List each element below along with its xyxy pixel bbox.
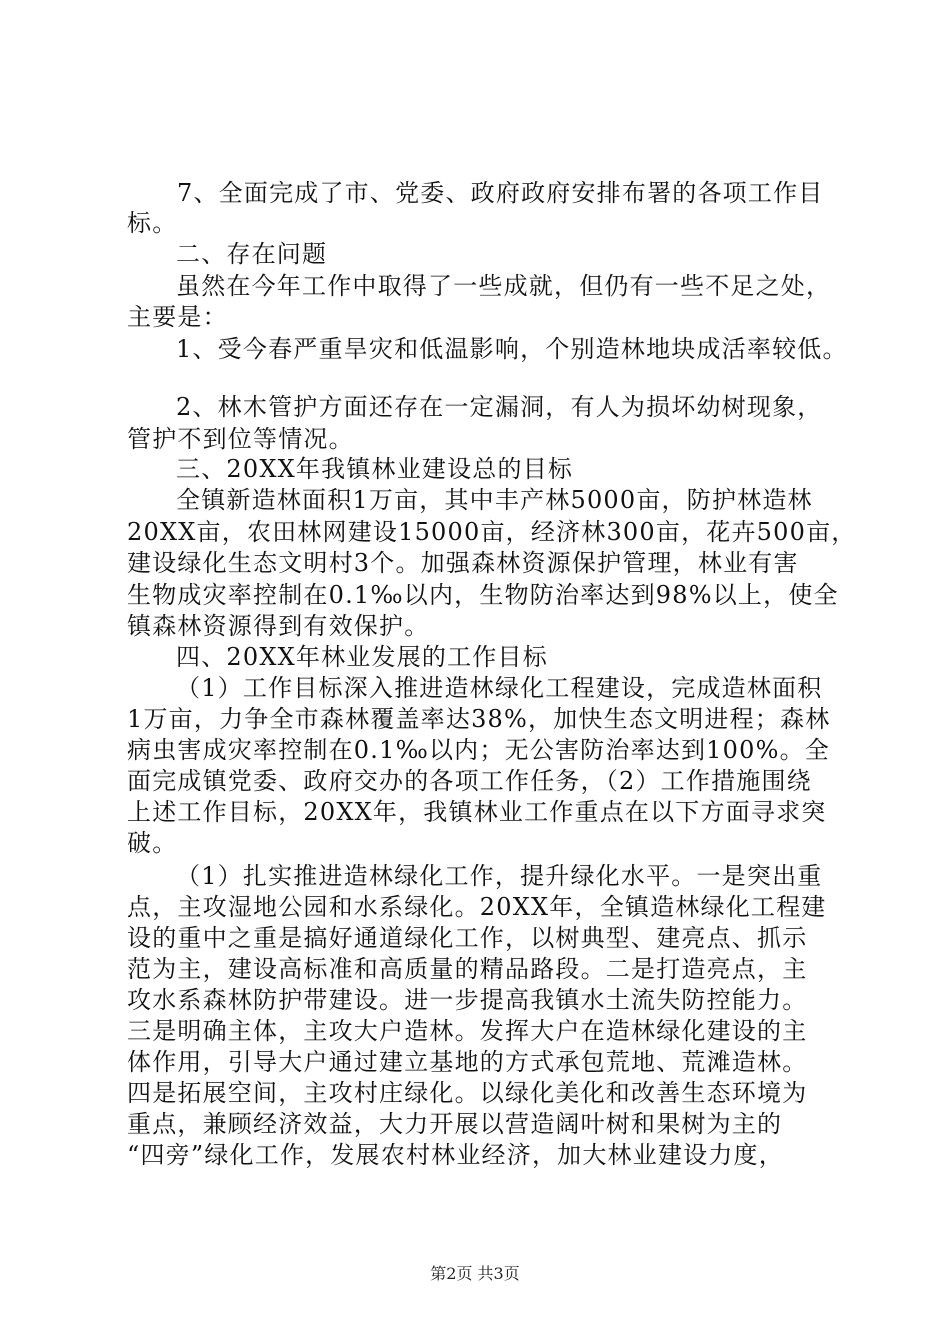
section-heading: 四、20XX年林业发展的工作目标 xyxy=(176,643,548,671)
text-line: 四是拓展空间，主攻村庄绿化。以绿化美化和改善生态环境为 xyxy=(127,1079,808,1107)
section-heading: 三、20XX年我镇林业建设总的目标 xyxy=(176,455,574,483)
text-line: 三是明确主体，主攻大户造林。发挥大户在造林绿化建设的主 xyxy=(127,1017,808,1045)
text-line: 20XX亩，农田林网建设15000亩，经济林300亩，花卉500亩， xyxy=(127,518,857,546)
text-line: “四旁”绿化工作，发展农村林业经济，加大林业建设力度， xyxy=(127,1141,784,1169)
page-footer: 第2页 共3页 xyxy=(430,1264,520,1283)
text-line: 2、林木管护方面还存在一定漏洞，有人为损坏幼树现象， xyxy=(176,393,823,421)
text-line: 1、受今春严重旱灾和低温影响，个别造林地块成活率较低。 xyxy=(176,335,848,363)
text-line: 二、存在问题 xyxy=(176,240,328,268)
text-line: 全镇新造林面积1万亩，其中丰产林5000亩，防护林造林 xyxy=(176,486,813,514)
text-line: 建设绿化生态文明村3个。加强森林资源保护管理，林业有害 xyxy=(127,549,799,577)
text-line: 虽然在今年工作中取得了一些成就，但仍有一些不足之处， xyxy=(176,272,832,300)
text-line: 上述工作目标，20XX年，我镇林业工作重点在以下方面寻求突 xyxy=(127,798,827,826)
text-line: 攻水系森林防护带建设。进一步提高我镇水土流失防控能力。 xyxy=(127,986,808,1014)
text-line: （1）工作目标深入推进造林绿化工程建设，完成造林面积 xyxy=(176,674,823,702)
text-line: 管护不到位等情况。 xyxy=(127,425,354,453)
text-line: 1万亩，力争全市森林覆盖率达38%，加快生态文明进程；森林 xyxy=(127,705,831,733)
text-line: 7、全面完成了市、党委、政府政府安排布署的各项工作目 xyxy=(177,179,824,207)
text-line: 范为主，建设高标准和高质量的精品路段。二是打造亮点，主 xyxy=(127,955,808,983)
text-line: 点，主攻湿地公园和水系绿化。20XX年，全镇造林绿化工程建 xyxy=(127,893,827,921)
text-line: 标。 xyxy=(127,209,178,237)
text-line: 镇森林资源得到有效保护。 xyxy=(127,612,430,640)
text-line: 生物成灾率控制在0.1‰以内，生物防治率达到98%以上，使全 xyxy=(127,581,839,609)
text-line: 体作用，引导大户通过建立基地的方式承包荒地、荒滩造林。 xyxy=(127,1048,808,1076)
text-line: 病虫害成灾率控制在0.1‰以内；无公害防治率达到100%。全 xyxy=(127,736,830,764)
text-line: 破。 xyxy=(127,829,178,857)
text-line: （1）扎实推进造林绿化工作，提升绿化水平。一是突出重 xyxy=(176,862,823,890)
text-line: 主要是： xyxy=(127,303,228,331)
text-line: 设的重中之重是搞好通道绿化工作，以树典型、建亮点、抓示 xyxy=(127,924,808,952)
text-line: 面完成镇党委、政府交办的各项工作任务，（2）工作措施围绕 xyxy=(127,767,812,795)
text-line: 重点，兼顾经济效益，大力开展以营造阔叶树和果树为主的 xyxy=(127,1110,783,1138)
